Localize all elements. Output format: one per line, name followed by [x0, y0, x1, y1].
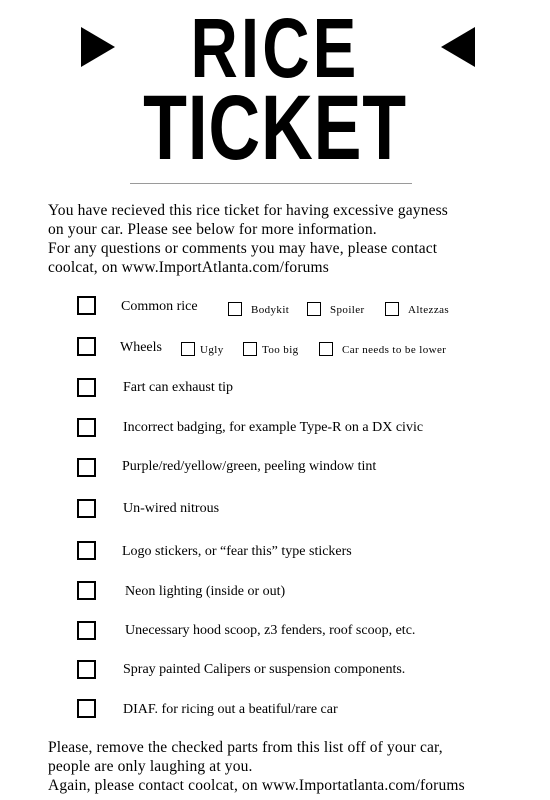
checkbox-ugly[interactable] — [181, 342, 195, 356]
intro-paragraph — [48, 201, 538, 277]
checklist-row-wheels — [0, 337, 550, 363]
checklist-row-common-rice — [0, 296, 550, 322]
checkbox-window-tint[interactable] — [77, 458, 96, 477]
checkbox-car-needs-to-be-lower[interactable] — [319, 342, 333, 356]
checkbox-fart-can[interactable] — [77, 378, 96, 397]
checklist-label: DIAF. for ricing out a beatiful/rare car — [123, 702, 338, 717]
checkbox-bodykit[interactable] — [228, 302, 242, 316]
outro-line: Again, please contact coolcat, on www.Importatlanta.com/forums — [48, 777, 465, 794]
checklist-row-diaf — [0, 699, 550, 725]
intro-line: For any questions or comments you may have, please contact — [48, 240, 438, 257]
intro-line: coolcat, on www.ImportAtlanta.com/forums — [48, 259, 329, 276]
checklist-row-calipers — [0, 660, 550, 686]
checkbox-altezzas[interactable] — [385, 302, 399, 316]
checkbox-logo-stickers[interactable] — [77, 541, 96, 560]
checklist-label: Un-wired nitrous — [123, 501, 220, 516]
title-divider — [130, 183, 412, 184]
checklist-row-hood-scoop — [0, 621, 550, 647]
title-ticket: TICKET — [143, 77, 407, 179]
sub-option-label: Spoiler — [330, 304, 365, 316]
sub-option-label: Car needs to be lower — [342, 344, 447, 356]
checklist-label: Wheels — [120, 340, 162, 355]
intro-line: You have recieved this rice ticket for having excessive gayness — [48, 202, 448, 219]
checklist-label: Logo stickers, or “fear this” type stickers — [122, 544, 352, 559]
checklist-row-logo-stickers — [0, 541, 550, 567]
checklist-row-window-tint — [0, 458, 550, 484]
checklist-label: Purple/red/yellow/green, peeling window tint — [122, 459, 377, 474]
checkbox-wheels[interactable] — [77, 337, 96, 356]
checkbox-neon[interactable] — [77, 581, 96, 600]
checkbox-hood-scoop[interactable] — [77, 621, 96, 640]
closing-paragraph — [48, 738, 538, 795]
checkbox-diaf[interactable] — [77, 699, 96, 718]
checklist-label: Neon lighting (inside or out) — [125, 584, 286, 599]
checkbox-spoiler[interactable] — [307, 302, 321, 316]
sub-option-label: Altezzas — [408, 304, 450, 316]
sub-option-label: Too big — [262, 344, 299, 356]
checklist-row-nitrous — [0, 499, 550, 525]
sub-option-label: Ugly — [200, 344, 224, 356]
intro-line: on your car. Please see below for more information. — [48, 221, 377, 238]
checklist-label: Common rice — [121, 299, 198, 314]
checkbox-nitrous[interactable] — [77, 499, 96, 518]
checklist-label: Fart can exhaust tip — [123, 380, 234, 395]
checklist-row-incorrect-badging — [0, 418, 550, 444]
checklist-label: Spray painted Calipers or suspension components. — [123, 662, 406, 677]
sub-option-label: Bodykit — [251, 304, 290, 316]
checklist-label: Unecessary hood scoop, z3 fenders, roof scoop, etc. — [125, 623, 416, 638]
checklist-label: Incorrect badging, for example Type-R on a DX civic — [123, 420, 424, 435]
outro-line: people are only laughing at you. — [48, 758, 253, 775]
checkbox-too-big[interactable] — [243, 342, 257, 356]
outro-line: Please, remove the checked parts from this list off of your car, — [48, 739, 443, 756]
checkbox-calipers[interactable] — [77, 660, 96, 679]
checklist-row-fart-can — [0, 378, 550, 404]
checkbox-incorrect-badging[interactable] — [77, 418, 96, 437]
checkbox-common-rice[interactable] — [77, 296, 96, 315]
checklist-row-neon — [0, 581, 550, 607]
title-rice: RICE — [190, 1, 360, 95]
